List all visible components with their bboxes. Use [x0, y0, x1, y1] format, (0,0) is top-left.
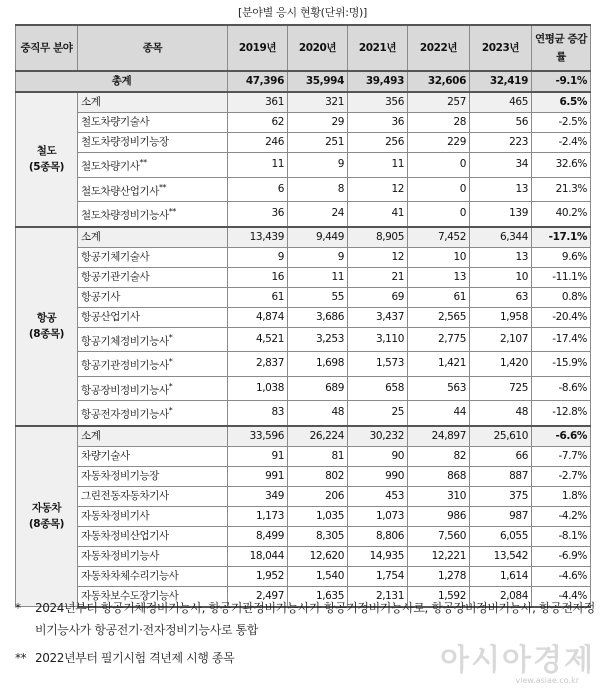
value-cell: 9: [288, 153, 348, 178]
item-label: 철도차량정비기능사: [81, 209, 169, 222]
item-name: [78, 486, 228, 506]
item-label: 자동차정비산업기사: [81, 529, 169, 542]
item-name: [78, 327, 228, 352]
value-cell: 987: [470, 506, 532, 526]
value-cell: 887: [470, 466, 532, 486]
item-label: 자동차정비기능사: [81, 549, 159, 562]
value-cell: 2,565: [408, 307, 470, 327]
value-cell: 63: [470, 287, 532, 307]
value-cell: 1,420: [470, 352, 532, 377]
table-row: [16, 113, 591, 133]
value-cell: 13: [408, 267, 470, 287]
value-cell: 251: [288, 133, 348, 153]
value-cell: 3,686: [288, 307, 348, 327]
value-cell: 7,560: [408, 526, 470, 546]
value-cell: 229: [408, 133, 470, 153]
value-cell: 13: [470, 177, 532, 202]
group-name: 철도: [36, 145, 57, 158]
table-row: [16, 401, 591, 426]
item-footnote-mark: **: [139, 158, 147, 167]
rate-cell: -15.9%: [532, 352, 591, 377]
value-cell: 83: [228, 401, 288, 426]
value-cell: 991: [228, 466, 288, 486]
item-label: 항공기사: [81, 290, 120, 303]
header-year-2023: 2023년: [470, 25, 532, 71]
value-cell: 36: [228, 202, 288, 227]
value-cell: 1,614: [470, 566, 532, 586]
value-cell: 41: [348, 202, 408, 227]
footnote-2-text: 2022년부터 필기시험 격년제 시행 종목: [35, 651, 235, 665]
group-count: (5종목): [28, 161, 65, 174]
value-cell: 8: [288, 177, 348, 202]
rate-cell: -4.6%: [532, 566, 591, 586]
item-name: [78, 177, 228, 202]
item-label: 그린전동자동차기사: [81, 489, 169, 502]
value-cell: 34: [470, 153, 532, 178]
table-row: [16, 177, 591, 202]
table-row: [16, 327, 591, 352]
item-label: 항공기체정비기능사: [81, 335, 169, 347]
value-cell: 868: [408, 466, 470, 486]
value-cell: 81: [288, 446, 348, 466]
value-cell: 44: [408, 401, 470, 426]
value-cell: 8,499: [228, 526, 288, 546]
rate-cell: -2.5%: [532, 113, 591, 133]
table-row: [16, 466, 591, 486]
value-cell: 69: [348, 287, 408, 307]
item-name: [78, 526, 228, 546]
item-label: 소계: [81, 230, 101, 243]
value-cell: 28: [408, 113, 470, 133]
value-cell: 90: [348, 446, 408, 466]
item-name: [78, 506, 228, 526]
value-cell: 1,540: [288, 566, 348, 586]
item-footnote-mark: *: [168, 381, 173, 391]
rate-cell: -4.2%: [532, 506, 591, 526]
value-cell: 0: [408, 177, 470, 202]
item-label: 항공기체기술사: [81, 250, 150, 263]
value-cell: 11: [228, 153, 288, 178]
item-name: [78, 376, 228, 401]
subtotal-row: [16, 426, 591, 447]
value-cell: 36: [348, 113, 408, 133]
value-cell: 465: [470, 92, 532, 113]
value-cell: 25,610: [470, 426, 532, 447]
header-row: [16, 25, 591, 71]
item-name: [78, 307, 228, 327]
value-cell: 55: [288, 287, 348, 307]
value-cell: 2,775: [408, 327, 470, 352]
value-cell: 12: [348, 247, 408, 267]
item-name: [78, 426, 228, 447]
value-cell: 4,521: [228, 327, 288, 352]
value-cell: 9: [228, 247, 288, 267]
value-cell: 361: [228, 92, 288, 113]
value-cell: 24,897: [408, 426, 470, 447]
value-cell: 2,131: [348, 586, 408, 607]
value-cell: 11: [288, 267, 348, 287]
item-name: [78, 247, 228, 267]
value-cell: 563: [408, 376, 470, 401]
value-cell: 3,110: [348, 327, 408, 352]
watermark-url: view.asiae.co.kr: [515, 676, 579, 685]
rate-cell: 9.6%: [532, 247, 591, 267]
value-cell: 48: [470, 401, 532, 426]
rate-cell: -6.6%: [532, 426, 591, 447]
value-cell: 246: [228, 133, 288, 153]
value-cell: 82: [408, 446, 470, 466]
item-name: [78, 113, 228, 133]
item-footnote-mark: *: [168, 406, 173, 415]
value-cell: 1,073: [348, 506, 408, 526]
value-cell: 2,107: [470, 327, 532, 352]
item-name: [78, 133, 228, 153]
value-cell: 139: [470, 202, 532, 227]
table-row: [16, 247, 591, 267]
table-row: [16, 133, 591, 153]
subtotal-row: [16, 227, 591, 248]
item-footnote-mark: **: [158, 182, 167, 192]
value-cell: 56: [470, 113, 532, 133]
value-cell: 18,044: [228, 546, 288, 566]
item-name: [78, 401, 228, 426]
table-row: [16, 307, 591, 327]
value-cell: 33,596: [228, 426, 288, 447]
item-name: [78, 446, 228, 466]
value-cell: 30,232: [348, 426, 408, 447]
table-caption: [분야별 응시 현황(단위:명)]: [237, 6, 368, 19]
value-cell: 11: [348, 153, 408, 178]
value-cell: 1,958: [470, 307, 532, 327]
value-cell: 4,874: [228, 307, 288, 327]
value-cell: 13,542: [470, 546, 532, 566]
value-cell: 10: [408, 247, 470, 267]
value-cell: 14,935: [348, 546, 408, 566]
value-cell: 25: [348, 401, 408, 426]
value-cell: 2,497: [228, 586, 288, 607]
value-cell: 61: [408, 287, 470, 307]
value-cell: 2,084: [470, 586, 532, 607]
value-cell: 62: [228, 113, 288, 133]
rate-cell: 0.8%: [532, 287, 591, 307]
item-name: [78, 546, 228, 566]
exam-applicants-table: [15, 24, 591, 608]
rate-cell: -17.1%: [532, 227, 591, 248]
table-row: [16, 153, 591, 178]
rate-cell: 21.3%: [532, 177, 591, 202]
item-name: [78, 153, 228, 178]
item-label: 항공전자정비기능사: [81, 408, 169, 421]
footnote-2-mark: **: [15, 651, 27, 665]
item-label: 철도차량기사: [81, 160, 140, 173]
group-cell: [16, 92, 78, 227]
value-cell: 21: [348, 267, 408, 287]
rate-cell: -4.4%: [532, 586, 591, 607]
table-row: [16, 376, 591, 401]
rate-cell: -20.4%: [532, 307, 591, 327]
value-cell: 16: [228, 267, 288, 287]
value-cell: 8,806: [348, 526, 408, 546]
value-cell: 1,278: [408, 566, 470, 586]
value-cell: 3,253: [288, 327, 348, 352]
value-cell: 256: [348, 133, 408, 153]
value-cell: 24: [288, 202, 348, 227]
value-cell: 0: [408, 202, 470, 227]
table-row: [16, 526, 591, 546]
value-cell: 12: [348, 177, 408, 202]
header-field: 중직무 분야: [16, 25, 78, 71]
item-label: 철도차량산업기사: [81, 185, 159, 197]
item-label: 자동차정비기사: [81, 509, 150, 522]
group-name: 자동차: [31, 502, 62, 515]
value-cell: 6: [228, 177, 288, 202]
item-name: [78, 352, 228, 377]
total-rate: -9.1%: [532, 71, 591, 92]
value-cell: 321: [288, 92, 348, 113]
item-label: 항공기관정비기능사: [81, 359, 169, 372]
item-footnote-mark: *: [168, 332, 173, 342]
value-cell: 1,173: [228, 506, 288, 526]
value-cell: 1,035: [288, 506, 348, 526]
value-cell: 10: [470, 267, 532, 287]
group-count: (8종목): [28, 328, 65, 340]
item-name: [78, 227, 228, 248]
item-name: [78, 466, 228, 486]
total-2020: 35,994: [288, 71, 348, 92]
item-name: [78, 287, 228, 307]
value-cell: 223: [470, 133, 532, 153]
value-cell: 986: [408, 506, 470, 526]
rate-cell: 40.2%: [532, 202, 591, 227]
value-cell: 9: [288, 247, 348, 267]
total-2022: 32,606: [408, 71, 470, 92]
group-count: (8종목): [28, 518, 65, 531]
item-label: 자동차정비기능장: [81, 469, 159, 482]
item-label: 자동차보수도장기능사: [81, 589, 179, 602]
rate-cell: -12.8%: [532, 401, 591, 426]
item-name: [78, 92, 228, 113]
item-label: 항공산업기사: [81, 310, 140, 323]
value-cell: 1,421: [408, 352, 470, 377]
value-cell: 310: [408, 486, 470, 506]
value-cell: 0: [408, 153, 470, 178]
value-cell: 375: [470, 486, 532, 506]
value-cell: 61: [228, 287, 288, 307]
value-cell: 13,439: [228, 227, 288, 248]
value-cell: 1,952: [228, 566, 288, 586]
rate-cell: 6.5%: [532, 92, 591, 113]
rate-cell: -2.7%: [532, 466, 591, 486]
value-cell: 1,038: [228, 376, 288, 401]
value-cell: 48: [288, 401, 348, 426]
header-rate: 연평균 증감률: [532, 25, 591, 71]
group-cell: [16, 426, 78, 607]
header-item: 종목: [78, 25, 228, 71]
value-cell: 13: [470, 247, 532, 267]
table-row: [16, 506, 591, 526]
value-cell: 453: [348, 486, 408, 506]
value-cell: 12,620: [288, 546, 348, 566]
header-year-2020: 2020년: [288, 25, 348, 71]
item-name: [78, 267, 228, 287]
value-cell: 725: [470, 376, 532, 401]
total-2019: 47,396: [228, 71, 288, 92]
item-footnote-mark: *: [168, 357, 173, 366]
total-2021: 39,493: [348, 71, 408, 92]
table-row: [16, 287, 591, 307]
table-row: [16, 267, 591, 287]
value-cell: 66: [470, 446, 532, 466]
header-year-2019: 2019년: [228, 25, 288, 71]
value-cell: 3,437: [348, 307, 408, 327]
value-cell: 91: [228, 446, 288, 466]
value-cell: 1,592: [408, 586, 470, 607]
rate-cell: -11.1%: [532, 267, 591, 287]
watermark-logo: 아시아경제: [440, 643, 595, 678]
value-cell: 1,698: [288, 352, 348, 377]
total-2023: 32,419: [470, 71, 532, 92]
value-cell: 689: [288, 376, 348, 401]
table-row: [16, 486, 591, 506]
item-label: 자동차차체수리기능사: [81, 569, 179, 582]
item-name: [78, 566, 228, 586]
rate-cell: 32.6%: [532, 153, 591, 178]
value-cell: 1,754: [348, 566, 408, 586]
table-row: [16, 566, 591, 586]
value-cell: 12,221: [408, 546, 470, 566]
value-cell: 658: [348, 376, 408, 401]
value-cell: 8,305: [288, 526, 348, 546]
footnote-1-mark: *: [15, 601, 21, 615]
value-cell: 9,449: [288, 227, 348, 248]
group-cell: [16, 227, 78, 426]
group-name: 항공: [36, 312, 57, 324]
value-cell: 356: [348, 92, 408, 113]
item-name: [78, 202, 228, 227]
value-cell: 26,224: [288, 426, 348, 447]
total-label: 총계: [16, 71, 228, 92]
subtotal-row: [16, 92, 591, 113]
rate-cell: -17.4%: [532, 327, 591, 352]
total-row: [16, 71, 591, 92]
table-row: [16, 202, 591, 227]
value-cell: 7,452: [408, 227, 470, 248]
table-row: [16, 352, 591, 377]
item-label: 소계: [81, 429, 101, 442]
header-year-2022: 2022년: [408, 25, 470, 71]
header-year-2021: 2021년: [348, 25, 408, 71]
value-cell: 1,573: [348, 352, 408, 377]
item-label: 항공기관기술사: [81, 270, 150, 283]
item-label: 차량기술사: [81, 449, 130, 462]
value-cell: 257: [408, 92, 470, 113]
value-cell: 8,905: [348, 227, 408, 248]
value-cell: 990: [348, 466, 408, 486]
value-cell: 29: [288, 113, 348, 133]
item-label: 항공장비정비기능사: [81, 384, 169, 396]
value-cell: 1,635: [288, 586, 348, 607]
item-footnote-mark: **: [168, 207, 176, 216]
item-label: 소계: [81, 96, 101, 108]
table-row: [16, 546, 591, 566]
value-cell: 2,837: [228, 352, 288, 377]
value-cell: 349: [228, 486, 288, 506]
rate-cell: -6.9%: [532, 546, 591, 566]
rate-cell: -2.4%: [532, 133, 591, 153]
item-label: 철도차량정비기능장: [81, 136, 169, 148]
rate-cell: -8.1%: [532, 526, 591, 546]
rate-cell: -7.7%: [532, 446, 591, 466]
item-label: 철도차량기술사: [81, 116, 150, 128]
table-row: [16, 446, 591, 466]
value-cell: 6,344: [470, 227, 532, 248]
rate-cell: 1.8%: [532, 486, 591, 506]
footnote-1-text: 2024년부터 항공기체정비기능사, 항공기관정비기능사가 항공기정비기능사로, 항공장비정비기능사, 항공전자정비기능사가 항공전기·전자정비기능사로 통합: [35, 601, 595, 637]
value-cell: 206: [288, 486, 348, 506]
rate-cell: -8.6%: [532, 376, 591, 401]
value-cell: 802: [288, 466, 348, 486]
value-cell: 6,055: [470, 526, 532, 546]
